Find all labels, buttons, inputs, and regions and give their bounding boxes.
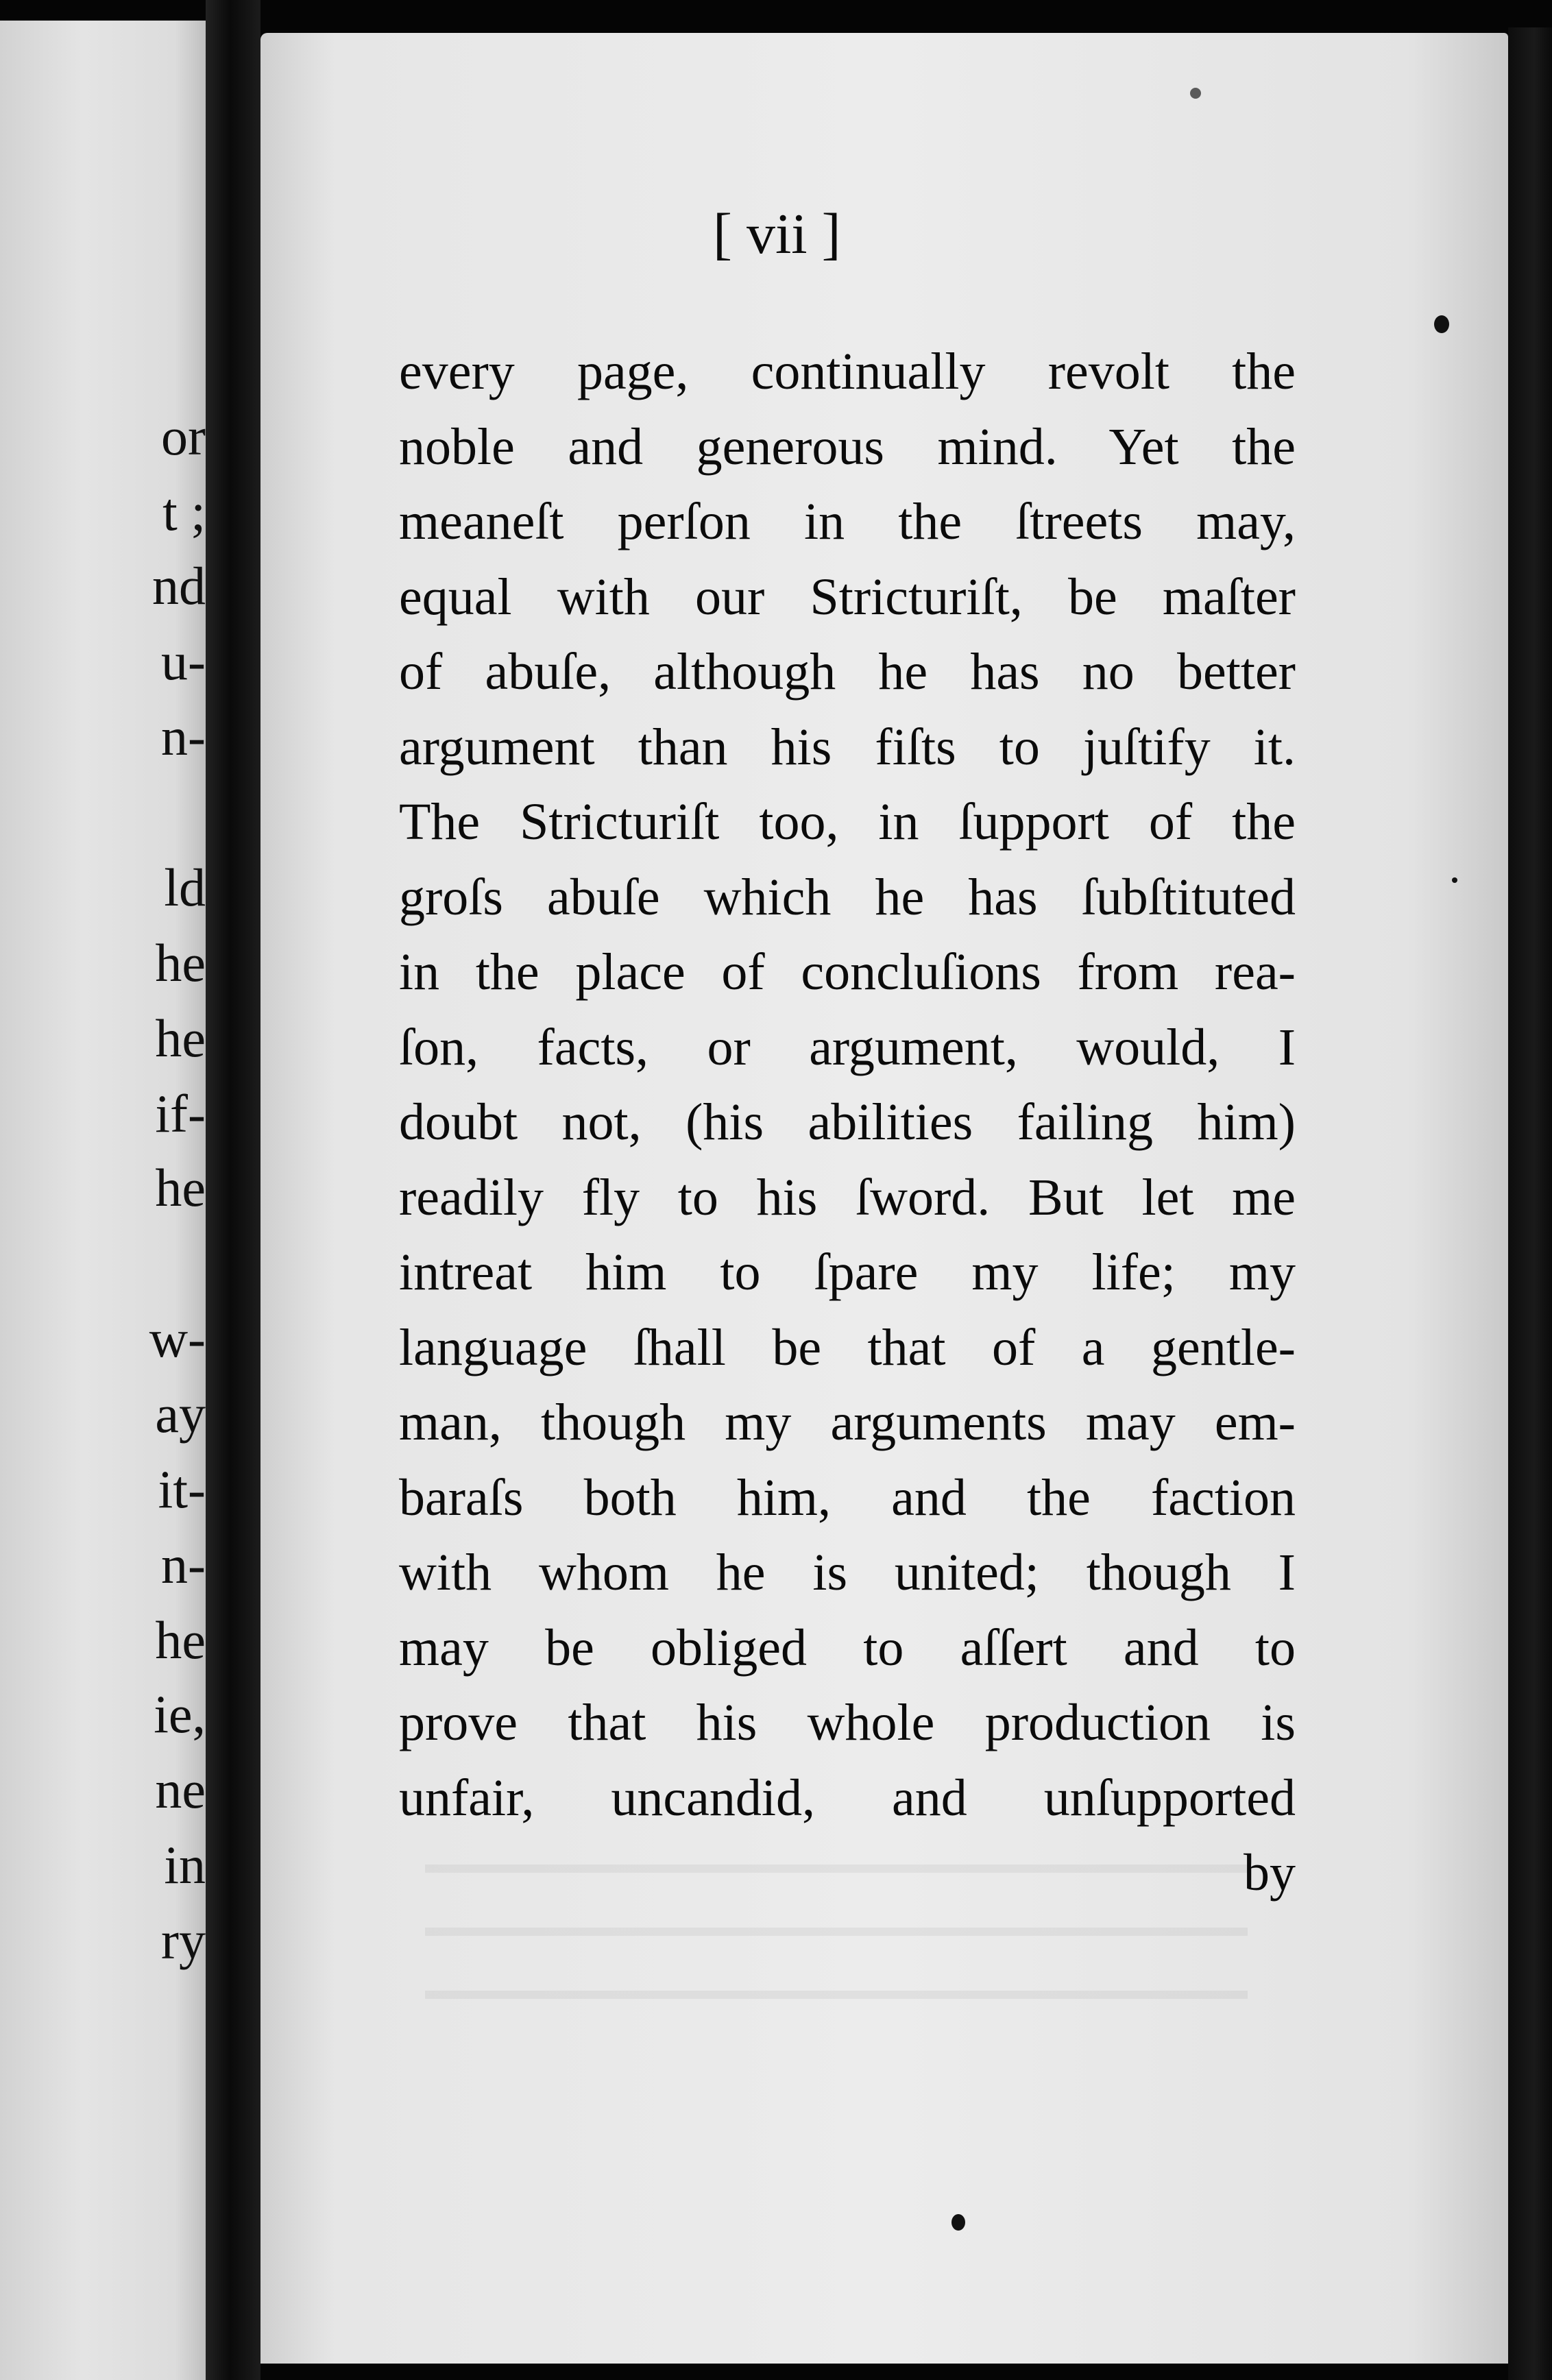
text-line: intreat him to ſpare my life; my <box>399 1243 1296 1301</box>
left-line-fragment: he <box>155 1158 206 1217</box>
text-line: noble and generous mind. Yet the <box>399 417 1296 476</box>
right-page-edge-shadow <box>1508 27 1552 2380</box>
text-line: in the place of concluſions from rea- <box>399 943 1296 1001</box>
left-line-fragment: ne <box>155 1760 206 1819</box>
text-line: argument than his fiſts to juſtify it. <box>399 718 1296 776</box>
text-line: man, though my arguments may em- <box>399 1394 1296 1451</box>
left-line-fragment: ie, <box>154 1684 206 1744</box>
left-line-fragment: n- <box>161 1535 206 1594</box>
left-line-fragment: n- <box>161 707 206 766</box>
ink-speck <box>1190 88 1201 99</box>
catchword: by <box>1244 1844 1296 1902</box>
left-line-fragment: t ; <box>162 482 206 542</box>
text-line: of abuſe, although he has no better <box>399 643 1296 701</box>
text-line: groſs abuſe which he has ſubſtituted <box>399 868 1296 926</box>
text-line: may be obliged to aſſert and to <box>399 1618 1296 1677</box>
text-line: language ſhall be that of a gentle- <box>399 1318 1296 1376</box>
left-line-fragment: w- <box>149 1309 206 1368</box>
left-line-fragment: ay <box>155 1384 206 1444</box>
book-gutter <box>206 0 260 2380</box>
text-line: meaneſt perſon in the ſtreets may, <box>399 493 1296 550</box>
left-line-fragment: he <box>155 1008 206 1068</box>
text-line: every page, continually revolt the <box>399 343 1296 400</box>
ink-speck <box>951 2214 965 2231</box>
left-line-fragment: nd <box>152 556 206 616</box>
ink-speck <box>1452 877 1457 883</box>
text-line: baraſs both him, and the faction <box>399 1468 1296 1527</box>
ink-speck <box>1434 315 1449 333</box>
left-line-fragment: if- <box>155 1084 206 1143</box>
left-line-fragment: or <box>161 406 206 466</box>
left-line-fragment: he <box>155 1610 206 1670</box>
left-page-edge <box>0 21 206 2380</box>
text-line: doubt not, (his abilities failing him) <box>399 1093 1296 1151</box>
text-line: unfair, uncandid, and unſupported <box>399 1769 1296 1827</box>
page-header: [ vii ] <box>713 202 841 266</box>
left-line-fragment: ry <box>161 1910 206 1970</box>
text-line: readily fly to his ſword. But let me <box>399 1168 1296 1226</box>
left-line-fragment: ld <box>164 858 206 917</box>
left-line-fragment: u- <box>161 631 206 691</box>
text-line: ſon, facts, or argument, would, I <box>399 1018 1296 1076</box>
left-line-fragment: it- <box>158 1459 206 1519</box>
body-text <box>399 335 1296 1911</box>
text-line: prove that his whole production is <box>399 1694 1296 1751</box>
text-line: equal with our Stricturiſt, be maſter <box>399 568 1296 626</box>
left-line-fragment: in <box>164 1835 206 1895</box>
text-line: with whom he is united; though I <box>399 1544 1296 1601</box>
left-line-fragment: he <box>155 933 206 993</box>
text-line: The Stricturiſt too, in ſupport of the <box>399 793 1296 851</box>
